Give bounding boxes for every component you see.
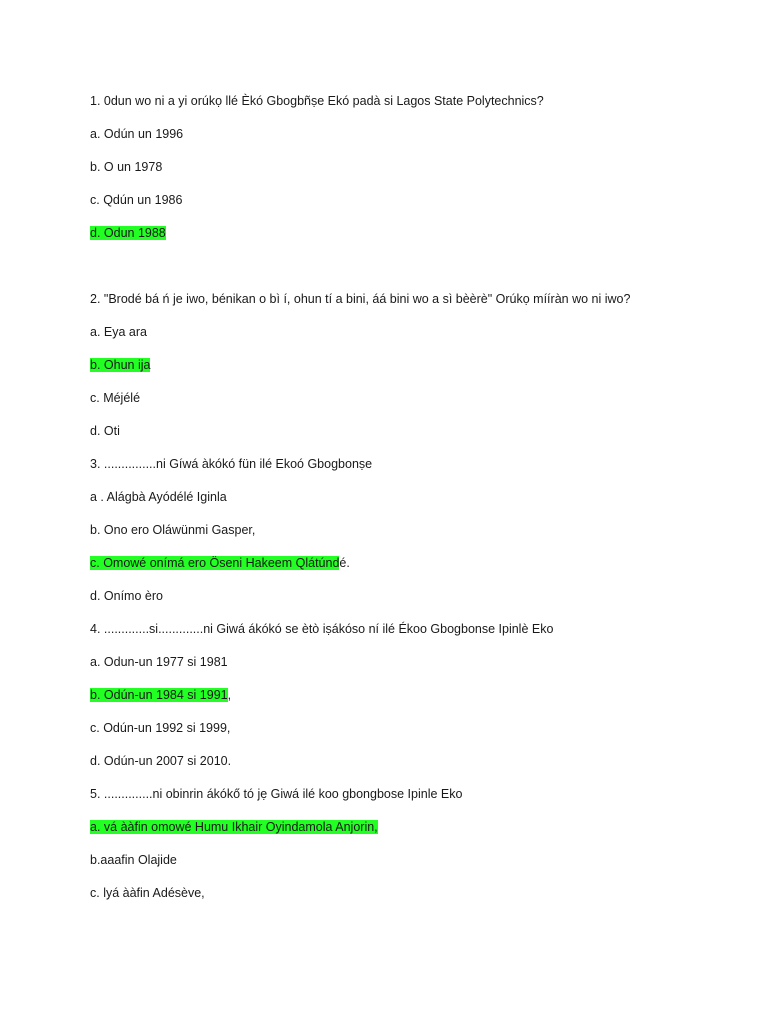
document-page <box>90 93 730 918</box>
highlighted-answer-text: a. vá ààfin omowé Humu Ikhair Oyindamola Anjorin, <box>90 820 378 834</box>
question-prompt: 5. ..............ni obinrin ákókő tó jẹ Giwá ilé koo gbongbose Ipinle Eko <box>90 787 463 801</box>
answer-text: a. Eya ara <box>90 325 147 339</box>
answer-text: d. Onímo èro <box>90 589 163 603</box>
answer-text: d. Odún-un 2007 si 2010. <box>90 754 232 768</box>
highlighted-answer-text: c. Omowé onímá ero Öseni Hakeem Qlátúnd <box>90 556 340 570</box>
answer-option <box>90 390 730 423</box>
blank-line <box>90 258 730 291</box>
answer-option-correct <box>90 687 730 720</box>
answer-option <box>90 159 730 192</box>
answer-option <box>90 192 730 225</box>
answer-option <box>90 852 730 885</box>
answer-option <box>90 126 730 159</box>
answer-option <box>90 753 730 786</box>
answer-option-correct <box>90 357 730 390</box>
highlighted-answer-text: b. Odún-un 1984 si 1991 <box>90 688 228 702</box>
answer-option <box>90 489 730 522</box>
question-prompt: 4. .............si.............ni Giwá ákókó se ètò iṣákóso ní ilé Ékoo Gbogbonse Ipinlè Eko <box>90 622 554 636</box>
answer-option-correct <box>90 819 730 852</box>
answer-option-correct <box>90 555 730 588</box>
answer-option <box>90 885 730 918</box>
answer-text: c. lyá ààfin Adésève, <box>90 886 205 900</box>
answer-text: c. Odún-un 1992 si 1999, <box>90 721 231 735</box>
answer-option <box>90 654 730 687</box>
answer-text: c. Méjélé <box>90 391 141 405</box>
answer-text: a. Odun-un 1977 si 1981 <box>90 655 228 669</box>
question-prompt: 1. 0dun wo ni a yi orúkọ llé Èkó Gbogbñṣe Ekó padà si Lagos State Polytechnics? <box>90 94 544 108</box>
answer-option <box>90 324 730 357</box>
answer-text: b. Ono ero Oláwünmi Gasper, <box>90 523 256 537</box>
answer-text: b. O un 1978 <box>90 160 163 174</box>
answer-text: a. Odún un 1996 <box>90 127 184 141</box>
answer-text: c. Qdún un 1986 <box>90 193 183 207</box>
answer-text: b.aaafin Olajide <box>90 853 177 867</box>
answer-text-tail: , <box>227 688 232 702</box>
answer-text: d. Oti <box>90 424 120 438</box>
answer-option <box>90 588 730 621</box>
answer-text-tail: é. <box>339 556 350 570</box>
question-prompt: 3. ...............ni Gíwá àkókó fün ilé Ekoó Gbogbonṣe <box>90 457 373 471</box>
answer-option <box>90 423 730 456</box>
answer-text: a . Alágbà Ayódélé Iginla <box>90 490 227 504</box>
answer-option <box>90 720 730 753</box>
answer-option-correct <box>90 225 730 258</box>
answer-option <box>90 522 730 555</box>
question-prompt: 2. "Brodé bá ń je iwo, bénikan o bì í, ohun tí a bini, áá bini wo a sì bèèrè" Orúkọ mííràn wo ni iwo? <box>90 292 631 306</box>
highlighted-answer-text: d. Odun 1988 <box>90 226 166 240</box>
highlighted-answer-text: b. Ohun ija <box>90 358 151 372</box>
